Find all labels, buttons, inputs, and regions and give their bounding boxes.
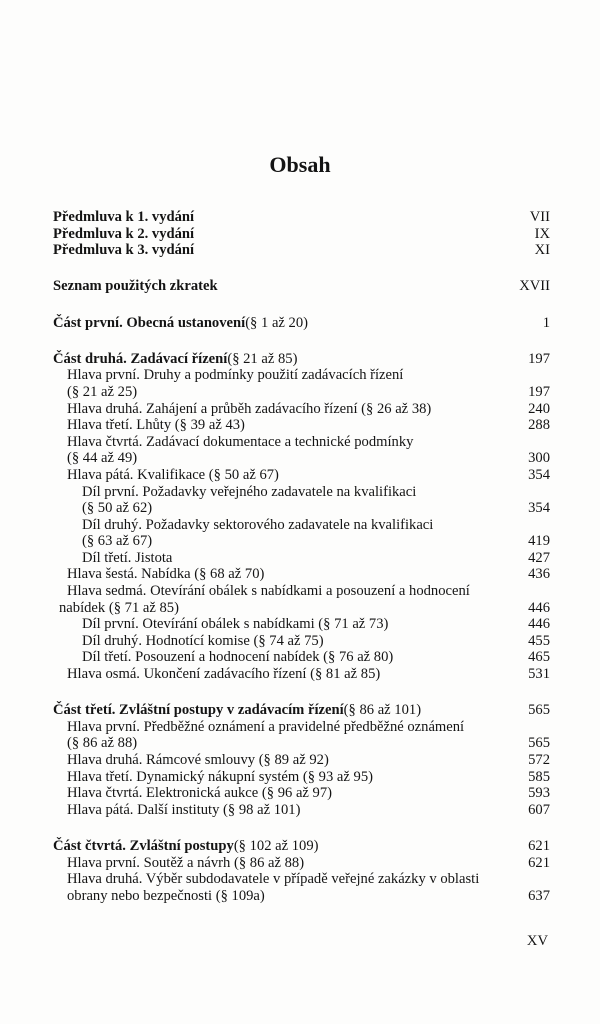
- entry-title: Hlava čtvrtá. Zadávací dokumentace a technické podmínky: [67, 433, 414, 450]
- page-title: Obsah: [269, 152, 331, 177]
- toc-division-entry[interactable]: [53, 550, 550, 567]
- entry-title-continuation: (§ 86 až 88): [67, 735, 138, 752]
- toc-chapter-entry[interactable]: [53, 666, 550, 683]
- toc-division-entry[interactable]: [53, 633, 550, 650]
- toc-chapter-entry[interactable]: [53, 467, 550, 484]
- entry-page-number: 585: [528, 768, 550, 785]
- entry-page-number: 531: [528, 666, 550, 683]
- entry-title-continuation: nabídek (§ 71 až 85): [59, 599, 179, 616]
- entry-page-number: 436: [528, 566, 550, 583]
- entry-title: Hlava sedmá. Otevírání obálek s nabídkami a posouzení a hodnocení: [67, 583, 470, 600]
- entry-page-number: XI: [534, 242, 550, 259]
- toc-part-entry[interactable]: [53, 351, 550, 368]
- entry-page-number: XVII: [519, 278, 550, 295]
- entry-page-number: 300: [528, 450, 550, 467]
- entry-title: Hlava první. Předběžné oznámení a pravidelné předběžné oznámení: [67, 718, 465, 735]
- entry-title-bold: Předmluva k 3. vydání: [53, 242, 195, 259]
- entry-continuation-line: [53, 735, 550, 752]
- entry-title-continuation: (§ 63 až 67): [82, 533, 153, 550]
- entry-page-number: 240: [528, 400, 550, 417]
- entry-title: Hlava šestá. Nabídka (§ 68 až 70): [67, 566, 265, 583]
- toc-chapter-entry[interactable]: [53, 719, 550, 736]
- toc-part-entry[interactable]: [53, 315, 550, 332]
- entry-title: Hlava třetí. Lhůty (§ 39 až 43): [67, 417, 245, 434]
- toc-chapter-entry[interactable]: [53, 367, 550, 384]
- toc-part-entry[interactable]: [53, 242, 550, 259]
- entry-page-number: 419: [528, 533, 550, 550]
- entry-title: (§ 102 až 109): [233, 837, 319, 854]
- entry-continuation-line: [53, 450, 550, 467]
- entry-title-bold: Seznam použitých zkratek: [53, 278, 218, 295]
- entry-page-number: 621: [528, 837, 550, 854]
- entry-title: Hlava druhá. Rámcové smlouvy (§ 89 až 92): [67, 752, 329, 768]
- entry-title-bold: Část druhá. Zadávací řízení: [53, 350, 228, 367]
- toc-chapter-entry[interactable]: [53, 401, 550, 418]
- entry-page-number: 354: [528, 466, 550, 483]
- entry-title-continuation: (§ 44 až 49): [67, 450, 138, 467]
- entry-page-number: 288: [528, 417, 550, 434]
- entry-title: Díl druhý. Požadavky sektorového zadavatele na kvalifikaci: [82, 516, 434, 533]
- section-spacer: [53, 818, 550, 838]
- entry-page-number: 565: [528, 735, 550, 752]
- toc-chapter-entry[interactable]: [53, 434, 550, 451]
- page-number: XV: [526, 933, 548, 949]
- entry-title: Hlava první. Soutěž a návrh (§ 86 až 88): [67, 854, 305, 871]
- toc-part-entry[interactable]: [53, 278, 550, 295]
- entry-page-number: 427: [528, 549, 550, 566]
- entry-title: Hlava druhá. Zahájení a průběh zadávacího řízení (§ 26 až 38): [67, 400, 432, 417]
- toc-division-entry[interactable]: [53, 616, 550, 633]
- toc-chapter-entry[interactable]: [53, 752, 550, 769]
- entry-title: Hlava třetí. Dynamický nákupní systém (§ 93 až 95): [67, 768, 373, 785]
- entry-title: (§ 21 až 85): [227, 350, 298, 367]
- entry-continuation-line: [53, 500, 550, 517]
- entry-page-number: 197: [528, 350, 550, 367]
- toc-chapter-entry[interactable]: [53, 802, 550, 819]
- entry-title-continuation: (§ 50 až 62): [82, 500, 153, 517]
- section-spacer: [53, 259, 550, 279]
- section-spacer: [53, 295, 550, 315]
- entry-title: Hlava druhá. Výběr subdodavatele v případě veřejné zakázky v oblasti: [67, 871, 480, 888]
- toc-part-entry[interactable]: [53, 702, 550, 719]
- toc-chapter-entry[interactable]: [53, 871, 550, 888]
- entry-page-number: 354: [528, 500, 550, 517]
- entry-title-continuation: obrany nebo bezpečnosti (§ 109a): [67, 887, 265, 904]
- table-of-contents: [53, 209, 550, 904]
- entry-continuation-line: [53, 384, 550, 401]
- toc-chapter-entry[interactable]: [53, 583, 550, 600]
- entry-title: (§ 86 až 101): [343, 702, 422, 719]
- toc-part-entry[interactable]: [53, 226, 550, 243]
- entry-title-bold: Část třetí. Zvláštní postupy v zadávacím řízení: [53, 702, 344, 719]
- toc-chapter-entry[interactable]: [53, 769, 550, 786]
- entry-page-number: 621: [528, 854, 550, 871]
- entry-page-number: 572: [528, 752, 550, 768]
- entry-page-number: 637: [528, 887, 550, 904]
- entry-title-bold: Část první. Obecná ustanovení: [53, 314, 246, 331]
- section-spacer: [53, 683, 550, 703]
- entry-continuation-line: [53, 600, 550, 617]
- toc-chapter-entry[interactable]: [53, 785, 550, 802]
- entry-title: Hlava osmá. Ukončení zadávacího řízení (§ 81 až 85): [67, 666, 381, 683]
- entry-page-number: 565: [528, 702, 550, 719]
- entry-title: Hlava první. Druhy a podmínky použití zadávacích řízení: [67, 367, 404, 384]
- entry-title: Hlava pátá. Kvalifikace (§ 50 až 67): [67, 466, 279, 483]
- entry-page-number: 607: [528, 801, 550, 818]
- toc-part-entry[interactable]: [53, 209, 550, 226]
- entry-title: Díl druhý. Hodnotící komise (§ 74 až 75): [82, 632, 324, 649]
- entry-page-number: 455: [528, 632, 550, 649]
- entry-title: Hlava čtvrtá. Elektronická aukce (§ 96 až 97): [67, 785, 332, 802]
- section-spacer: [53, 331, 550, 351]
- toc-division-entry[interactable]: [53, 484, 550, 501]
- toc-chapter-entry[interactable]: [53, 566, 550, 583]
- entry-title-continuation: (§ 21 až 25): [67, 383, 138, 400]
- entry-page-number: 446: [528, 599, 550, 616]
- entry-title: Díl první. Požadavky veřejného zadavatele na kvalifikaci: [82, 483, 417, 500]
- entry-page-number: VII: [529, 209, 550, 225]
- entry-title: Díl třetí. Posouzení a hodnocení nabídek (§ 76 až 80): [82, 649, 394, 666]
- entry-title: (§ 1 až 20): [245, 314, 308, 331]
- entry-title-bold: Předmluva k 1. vydání: [53, 209, 195, 225]
- entry-title: Hlava pátá. Další instituty (§ 98 až 101): [67, 801, 301, 818]
- toc-division-entry[interactable]: [53, 649, 550, 666]
- entry-title: Díl třetí. Jistota: [82, 549, 173, 566]
- toc-chapter-entry[interactable]: [53, 855, 550, 872]
- entry-page-number: 593: [528, 785, 550, 802]
- entry-title-bold: Předmluva k 2. vydání: [53, 225, 195, 242]
- entry-page-number: 446: [528, 616, 550, 633]
- entry-continuation-line: [53, 533, 550, 550]
- toc-division-entry[interactable]: [53, 517, 550, 534]
- entry-continuation-line: [53, 888, 550, 905]
- entry-page-number: IX: [534, 225, 550, 242]
- entry-page-number: 465: [528, 649, 550, 666]
- entry-page-number: 1: [542, 314, 550, 331]
- entry-title-bold: Část čtvrtá. Zvláštní postupy: [53, 837, 234, 854]
- toc-chapter-entry[interactable]: [53, 417, 550, 434]
- entry-title: Díl první. Otevírání obálek s nabídkami (§ 71 až 73): [82, 616, 389, 633]
- toc-part-entry[interactable]: [53, 838, 550, 855]
- entry-page-number: 197: [528, 383, 550, 400]
